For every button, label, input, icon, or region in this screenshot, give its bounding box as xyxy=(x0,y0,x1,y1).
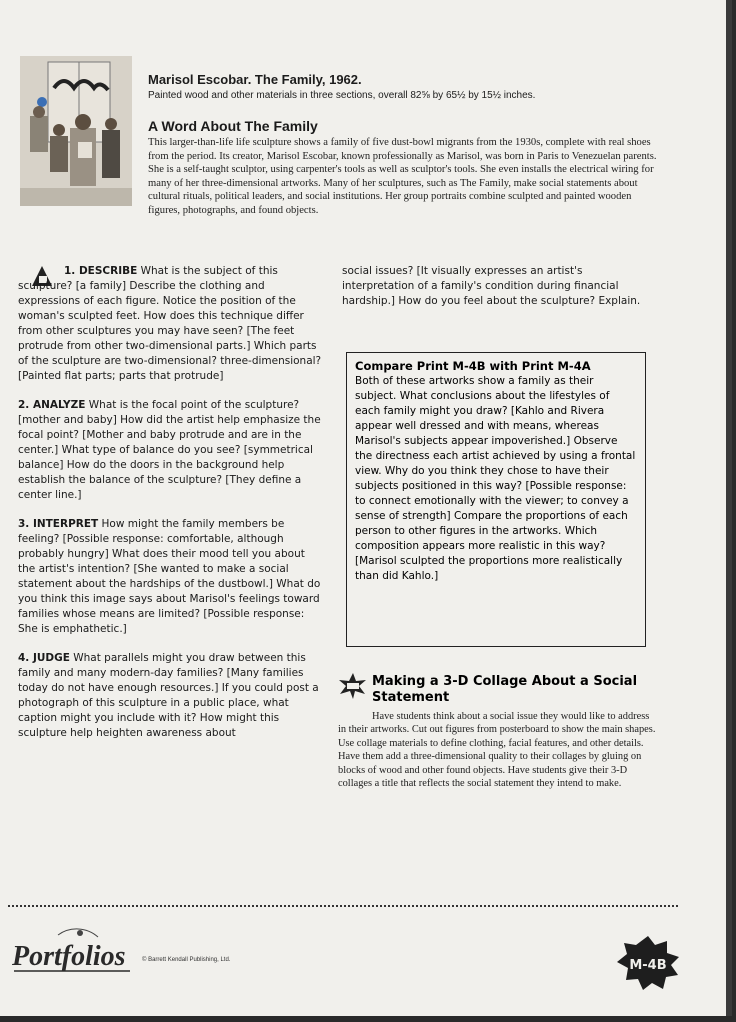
footer-divider xyxy=(8,905,678,907)
compare-box xyxy=(346,352,646,647)
collage-icon xyxy=(338,672,368,705)
questions-left-column xyxy=(18,264,324,755)
portfolios-logo xyxy=(10,925,140,986)
question-judge: 4. JUDGE What parallels might you draw between this family and many modern-day families? [Many families today do not have enough resources.] If you could post a photograph of this sculpture in a public place, what caption might you include with it? How might this sculpture help heighten awareness about xyxy=(18,652,319,739)
copyright-text: © Barrett Kendall Publishing, Ltd. xyxy=(142,957,231,963)
badge-text: M-4B xyxy=(629,958,667,973)
artwork-header xyxy=(148,72,668,101)
collage-heading: Making a 3-D Collage About a Social Statement xyxy=(372,674,638,705)
judge-continuation: social issues? [It visually expresses an artist's interpretation of a family's condition during financial hardship.] How do you feel about the sculpture? Explain. xyxy=(342,265,641,307)
artwork-photo xyxy=(20,56,132,206)
logo-text: Portfolios xyxy=(12,941,126,972)
intro-heading: A Word About The Family xyxy=(148,118,318,134)
compare-heading: Compare Print M-4B with Print M-4A xyxy=(355,359,591,373)
print-badge xyxy=(615,935,681,991)
question-analyze: 2. ANALYZE What is the focal point of the sculpture? [mother and baby] How did the artist help emphasize the focal point? [Mother and baby protrude and are in the center.] What type of balance do you see? [symmetrical balance] How do the doors in the background help establish the balance of the sculpture? [They define a center line.] xyxy=(18,399,321,501)
compare-text: Both of these artworks show a family as their subject. What conclusions about the lifestyles of each family might you draw? [Kahlo and Rivera appear well dressed and with means, whereas Marisol's subjects appear impoverished.] Observe the directness each artist achieved by using a frontal view. Why do you think they chose to have their subjects positioned in this way? [Possible response: to connect emotionally with the viewer; to convey a sense of strength] Compare the proportions of each person to other figures in the artworks. Which composition appears more realistic in this way? [Marisol sculpted the proportions more realistically than did Kahlo.] xyxy=(355,375,636,582)
artwork-title: Marisol Escobar. The Family, 1962. xyxy=(148,72,362,87)
question-describe: 1. DESCRIBE What is the subject of this sculpture? [a family] Describe the clothing and expressions of each figure. Notice the position of the woman's sculpted feet. How does this technique differ from other sculptures you may have seen? [The feet protrude from other two-dimensional parts.] Which parts of the sculpture are two-dimensional? three-dimensional? [Painted flat parts; parts that protrude] xyxy=(18,265,322,382)
intro-body: This larger-than-life life sculpture shows a family of five dust-bowl migrants from the 1930s, complete with real shoes from the period. Its creator, Marisol Escobar, known professionally as Marisol, was born in Paris to Venezuelan parents. She is a self-taught sculptor, using carpenter's tools as well as sculptor's tools. She even installs the electrical wiring for many of her three-dimensional artworks. Many of her sculptures, such as The Family, make social statements about cultural rituals, political leaders, and social institutions. Her group portraits combine sculpted and painted wooden figures, photographs, and found objects. xyxy=(148,137,657,216)
question-interpret: 3. INTERPRET How might the family members be feeling? [Possible response: comfortable, although probably hungry] What does their mood tell you about the artist's intention? [She wanted to make a social statement about the hardships of the dustbowl.] What do you think this image says about Marisol's feelings toward families whose means are limited? [Possible response: She is emphathetic.] xyxy=(18,518,321,635)
collage-text: Have students think about a social issue they would like to address in their artworks. Cut out figures from posterboard to show the main shapes. Use collage materials to define clothing, facial features, and other details. Have them add a three-dimensional quality to their collages by gluing on blocks of wood and other found objects. Have students give their 3-D collages a title that reflects the social statement they intend to make. xyxy=(338,711,656,790)
artwork-caption: Painted wood and other materials in three sections, overall 82⅝ by 65½ by 15½ inches. xyxy=(148,90,536,101)
